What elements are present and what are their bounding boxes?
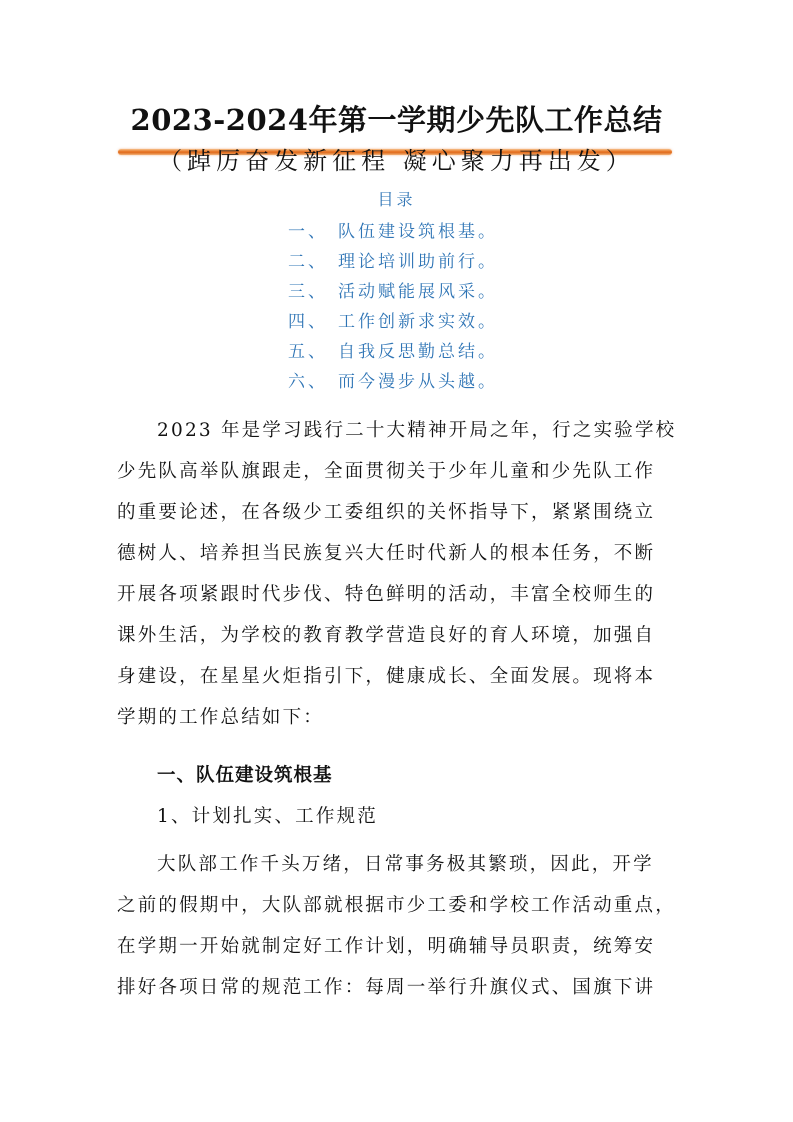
document-subtitle: （踔厉奋发新征程 凝心聚力再出发） (158, 147, 635, 175)
toc-item-label: 理论培训助前行。 (338, 252, 498, 272)
section-paragraph (117, 844, 677, 1008)
paragraph-line: 之前的假期中，大队部就根据市少工委和学校工作活动重点， (117, 895, 676, 916)
toc-item-label: 工作创新求实效。 (338, 312, 498, 332)
toc-item-label: 自我反思勤总结。 (338, 342, 498, 362)
toc-item-number: 六、 (288, 372, 328, 392)
section-heading: 一、队伍建设筑根基 (157, 765, 333, 786)
sub-heading: 1、计划扎实、工作规范 (157, 806, 378, 827)
paragraph-line: 2023 年是学习践行二十大精神开局之年，行之实验学校 (157, 420, 677, 441)
paragraph-line: 的重要论述，在各级少工委组织的关怀指导下，紧紧围绕立 (117, 502, 656, 523)
paragraph-line: 大队部工作千头万绪，日常事务极其繁琐，因此，开学 (157, 854, 654, 875)
toc-item-number: 三、 (288, 282, 328, 302)
table-of-contents (288, 217, 498, 397)
toc-item-6[interactable] (288, 367, 498, 397)
toc-item-5[interactable] (288, 337, 498, 367)
toc-item-number: 二、 (288, 252, 328, 272)
toc-item-label: 而今漫步从头越。 (338, 372, 498, 392)
toc-item-1[interactable] (288, 217, 498, 247)
toc-item-label: 活动赋能展风采。 (338, 282, 498, 302)
paragraph-line: 德树人、培养担当民族复兴大任时代新人的根本任务，不断 (117, 543, 656, 564)
paragraph-line: 开展各项紧跟时代步伐、特色鲜明的活动，丰富全校师生的 (117, 584, 656, 605)
paragraph-line: 课外生活，为学校的教育教学营造良好的育人环境，加强自 (117, 625, 656, 646)
toc-item-number: 一、 (288, 222, 328, 242)
toc-item-2[interactable] (288, 247, 498, 277)
paragraph-line: 身建设，在星星火炬指引下，健康成长、全面发展。现将本 (117, 666, 656, 687)
toc-item-label: 队伍建设筑根基。 (338, 222, 498, 242)
intro-paragraph (117, 410, 677, 738)
document-title: 2023-2024年第一学期少先队工作总结 (130, 103, 663, 137)
toc-item-number: 五、 (288, 342, 328, 362)
paragraph-line: 排好各项日常的规范工作：每周一举行升旗仪式、国旗下讲 (117, 977, 656, 998)
toc-heading: 目录 (377, 190, 416, 209)
toc-item-number: 四、 (288, 312, 328, 332)
paragraph-line: 在学期一开始就制定好工作计划，明确辅导员职责，统筹安 (117, 936, 656, 957)
paragraph-line: 学期的工作总结如下： (117, 707, 325, 728)
paragraph-line: 少先队高举队旗跟走，全面贯彻关于少年儿童和少先队工作 (117, 461, 656, 482)
toc-item-4[interactable] (288, 307, 498, 337)
toc-item-3[interactable] (288, 277, 498, 307)
